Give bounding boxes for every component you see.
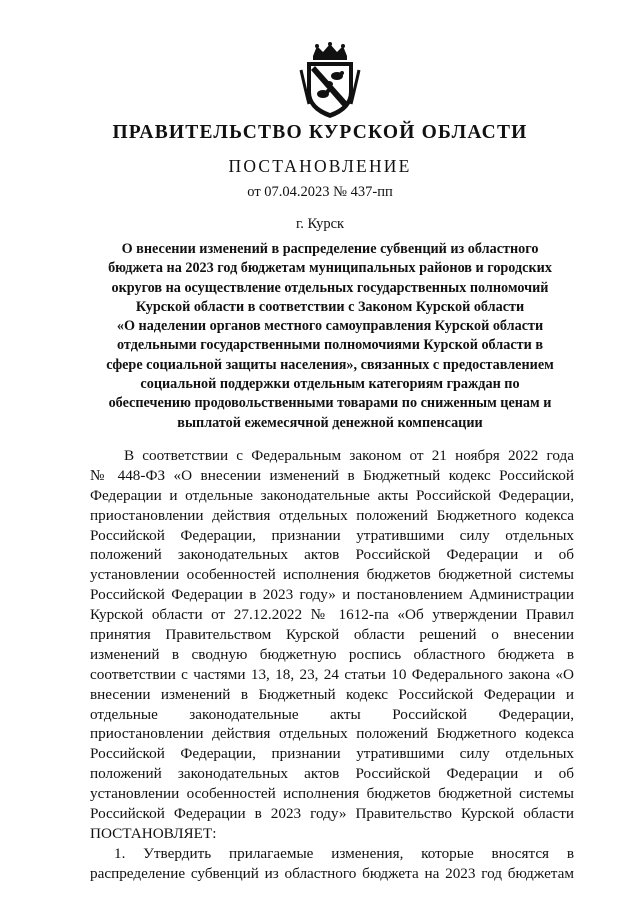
title-line: социальной поддержки отдельным категориям граждан по <box>140 376 520 393</box>
title-line: бюджета на 2023 год бюджетам муниципальных районов и городских <box>108 260 552 277</box>
title-line: «О наделении органов местного самоуправления Курской области <box>116 318 544 335</box>
body-line: соответствии с частями 13, 18, 23, 24 статьи 10 Федерального закона «О <box>90 665 574 683</box>
organization-name: ПРАВИТЕЛЬСТВО КУРСКОЙ ОБЛАСТИ <box>112 122 528 143</box>
document-type: ПОСТАНОВЛЕНИЕ <box>228 156 412 176</box>
body-line: принятия Правительством Курской области решений о внесении <box>90 626 574 644</box>
body-line: установлении особенностей исполнения бюджетов бюджетной системы <box>90 785 574 803</box>
document-body <box>90 446 574 884</box>
title-line: сфере социальной защиты населения», связанных с предоставлением <box>106 356 554 373</box>
body-line: Федерации и отдельные законодательные акты Российской Федерации, <box>90 486 574 504</box>
title-line: отдельными государственными полномочиями Курской области в <box>117 337 543 354</box>
title-line: округов на осуществление отдельных государственных полномочий <box>111 279 549 296</box>
body-line: Курской области от 27.12.2022 № 1612-па «Об утверждении Правил <box>90 606 574 624</box>
body-line: положений законодательных актов Российской Федерации и об <box>90 765 574 783</box>
body-line: приостановлении действия отдельных положений Бюджетного кодекса <box>90 725 574 743</box>
document-city: г. Курск <box>295 216 345 232</box>
body-line: 1. Утвердить прилагаемые изменения, которые вносятся в <box>114 844 574 862</box>
body-line: № 448-ФЗ «О внесении изменений в Бюджетный кодекс Российской <box>90 466 574 484</box>
body-line: ПОСТАНОВЛЯЕТ: <box>90 824 217 842</box>
body-line: изменений в сводную бюджетную роспись областного бюджета в <box>90 645 574 663</box>
body-line: приостановлении действия отдельных положений Бюджетного кодекса <box>90 506 574 524</box>
body-line: Российской Федерации, признании утратившими силу отдельных <box>90 745 574 763</box>
body-line: отдельные законодательные акты Российской Федерации, <box>90 705 574 723</box>
title-line: обеспечению продовольственными товарами по сниженным ценам и <box>108 395 552 412</box>
title-line: Курской области в соответствии с Законом Курской области <box>135 298 525 315</box>
document-date-number: от 07.04.2023 № 437-пп <box>247 184 393 200</box>
document-title <box>85 240 575 433</box>
title-line: О внесении изменений в распределение субвенций из областного <box>121 241 539 257</box>
body-line: распределение субвенций из областного бюджета на 2023 год бюджетам <box>90 864 574 882</box>
body-line: Российской Федерации в 2023 году» Правительство Курской области <box>90 805 574 823</box>
body-line: В соответствии с Федеральным законом от 21 ноября 2022 года <box>124 447 574 464</box>
kursk-coat-of-arms-icon <box>299 42 361 120</box>
body-line: Российской Федерации в 2023 году» и постановлением Администрации <box>90 586 574 604</box>
body-line: установлении особенностей исполнения бюджетов бюджетной системы <box>90 566 574 584</box>
body-line: положений законодательных актов Российской Федерации и об <box>90 546 574 564</box>
body-line: внесении изменений в Бюджетный кодекс Российской Федерации и <box>90 685 574 703</box>
title-line: выплатой ежемесячной денежной компенсации <box>177 414 483 431</box>
body-line: Российской Федерации, признании утратившими силу отдельных <box>90 526 574 544</box>
